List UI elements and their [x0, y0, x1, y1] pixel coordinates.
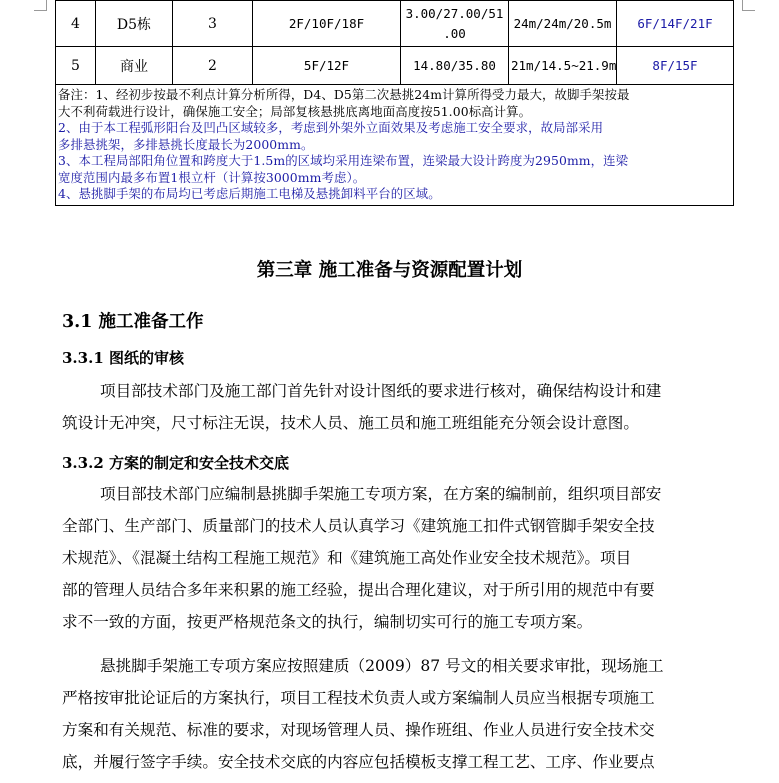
- text-line: 部的管理人员结合多年来积累的施工经验，提出合理化建议，对于所引用的规范中有要: [62, 581, 655, 599]
- cell-no: 4: [56, 1, 96, 47]
- paragraph-drawings: [62, 375, 730, 439]
- text-line: 全部门、生产部门、质量部门的技术人员认真学习《建筑施工扣件式钢管脚手架安全技: [62, 517, 655, 535]
- cell-heights: 14.80/35.80: [401, 47, 509, 85]
- note-line: 宽度范围内最多布置1根立杆（计算按3000mm考虑）。: [58, 169, 366, 185]
- cell-fix: 8F/15F: [617, 47, 734, 85]
- paragraph-scheme-1: [62, 478, 730, 638]
- cell-count: 3: [173, 1, 253, 47]
- table-notes: [56, 85, 734, 206]
- note-line: 2、由于本工程弧形阳台及凹凸区域较多，考虑到外架外立面效果及考虑施工安全要求，故局部采用: [58, 120, 604, 135]
- crop-mark-left: [34, 0, 47, 11]
- notes-row: [56, 85, 734, 206]
- note-line: 4、悬挑脚手架的布局均已考虑后期施工电梯及悬挑卸料平台的区域。: [58, 186, 441, 201]
- table-row: [56, 1, 734, 47]
- text-line: 严格按审批论证后的方案执行，项目工程技术负责人或方案编制人员应当根据专项施工: [62, 689, 655, 707]
- cell-fix: 6F/14F/21F: [617, 1, 734, 47]
- text-line: 方案和有关规范、标准的要求，对现场管理人员、操作班组、作业人员进行安全技术交: [62, 721, 655, 739]
- cell-heights-line2: .00: [443, 25, 466, 41]
- section-heading: 3.1 施工准备工作: [62, 312, 204, 332]
- cell-floors: 5F/12F: [253, 47, 401, 85]
- cell-span: 21m/14.5~21.9m: [509, 47, 617, 85]
- subsection-heading-drawings: 3.3.1 图纸的审核: [62, 349, 184, 367]
- chapter-title: 第三章 施工准备与资源配置计划: [256, 260, 523, 281]
- cantilever-spec-table: [55, 0, 734, 206]
- note-line: 3、本工程局部阳角位置和跨度大于1.5m的区域均采用连梁布置，连梁最大设计跨度为2950mm，连梁: [58, 153, 629, 168]
- cell-floors: 2F/10F/18F: [253, 1, 401, 47]
- text-line: 项目部技术部门应编制悬挑脚手架施工专项方案，在方案的编制前，组织项目部安: [100, 485, 662, 503]
- text-line: 项目部技术部门及施工部门首先针对设计图纸的要求进行核对，确保结构设计和建: [100, 382, 662, 400]
- text-line: 术规范》、《混凝土结构工程施工规范》和《建筑施工高处作业安全技术规范》。项目: [62, 549, 632, 567]
- note-line: 多排悬挑架，多排悬挑长度最长为2000mm。: [58, 136, 314, 152]
- cell-heights-line1: 3.00/27.00/51: [405, 5, 504, 21]
- cell-heights: [401, 1, 509, 47]
- text-line: 悬挑脚手架施工专项方案应按照建质（2009）87 号文的相关要求审批，现场施工: [100, 657, 664, 675]
- crop-mark-right: [742, 0, 755, 11]
- text-line: 求不一致的方面，按更严格规范条文的执行，编制切实可行的施工专项方案。: [62, 613, 593, 631]
- note-line: 大不利荷载进行设计，确保施工安全；局部复核悬挑底离地面高度按51.00标高计算。: [58, 103, 532, 119]
- cell-span: 24m/24m/20.5m: [509, 1, 617, 47]
- cell-building: 商业: [96, 47, 173, 85]
- table-row: [56, 47, 734, 85]
- cell-count: 2: [173, 47, 253, 85]
- cell-no: 5: [56, 47, 96, 85]
- paragraph-scheme-2: [62, 650, 730, 778]
- note-line: 备注：1、经初步按最不利点计算分析所得，D4、D5第二次悬挑24m计算所得受力最大，故脚手架按最: [58, 87, 630, 102]
- text-line: 底，并履行签字手续。安全技术交底的内容应包括模板支撑工程工艺、工序、作业要点: [62, 753, 655, 771]
- text-line: 筑设计无冲突，尺寸标注无误，技术人员、施工员和施工班组能充分领会设计意图。: [62, 414, 639, 432]
- subsection-heading-scheme: 3.3.2 方案的制定和安全技术交底: [62, 454, 289, 472]
- cell-building: D5栋: [96, 1, 173, 47]
